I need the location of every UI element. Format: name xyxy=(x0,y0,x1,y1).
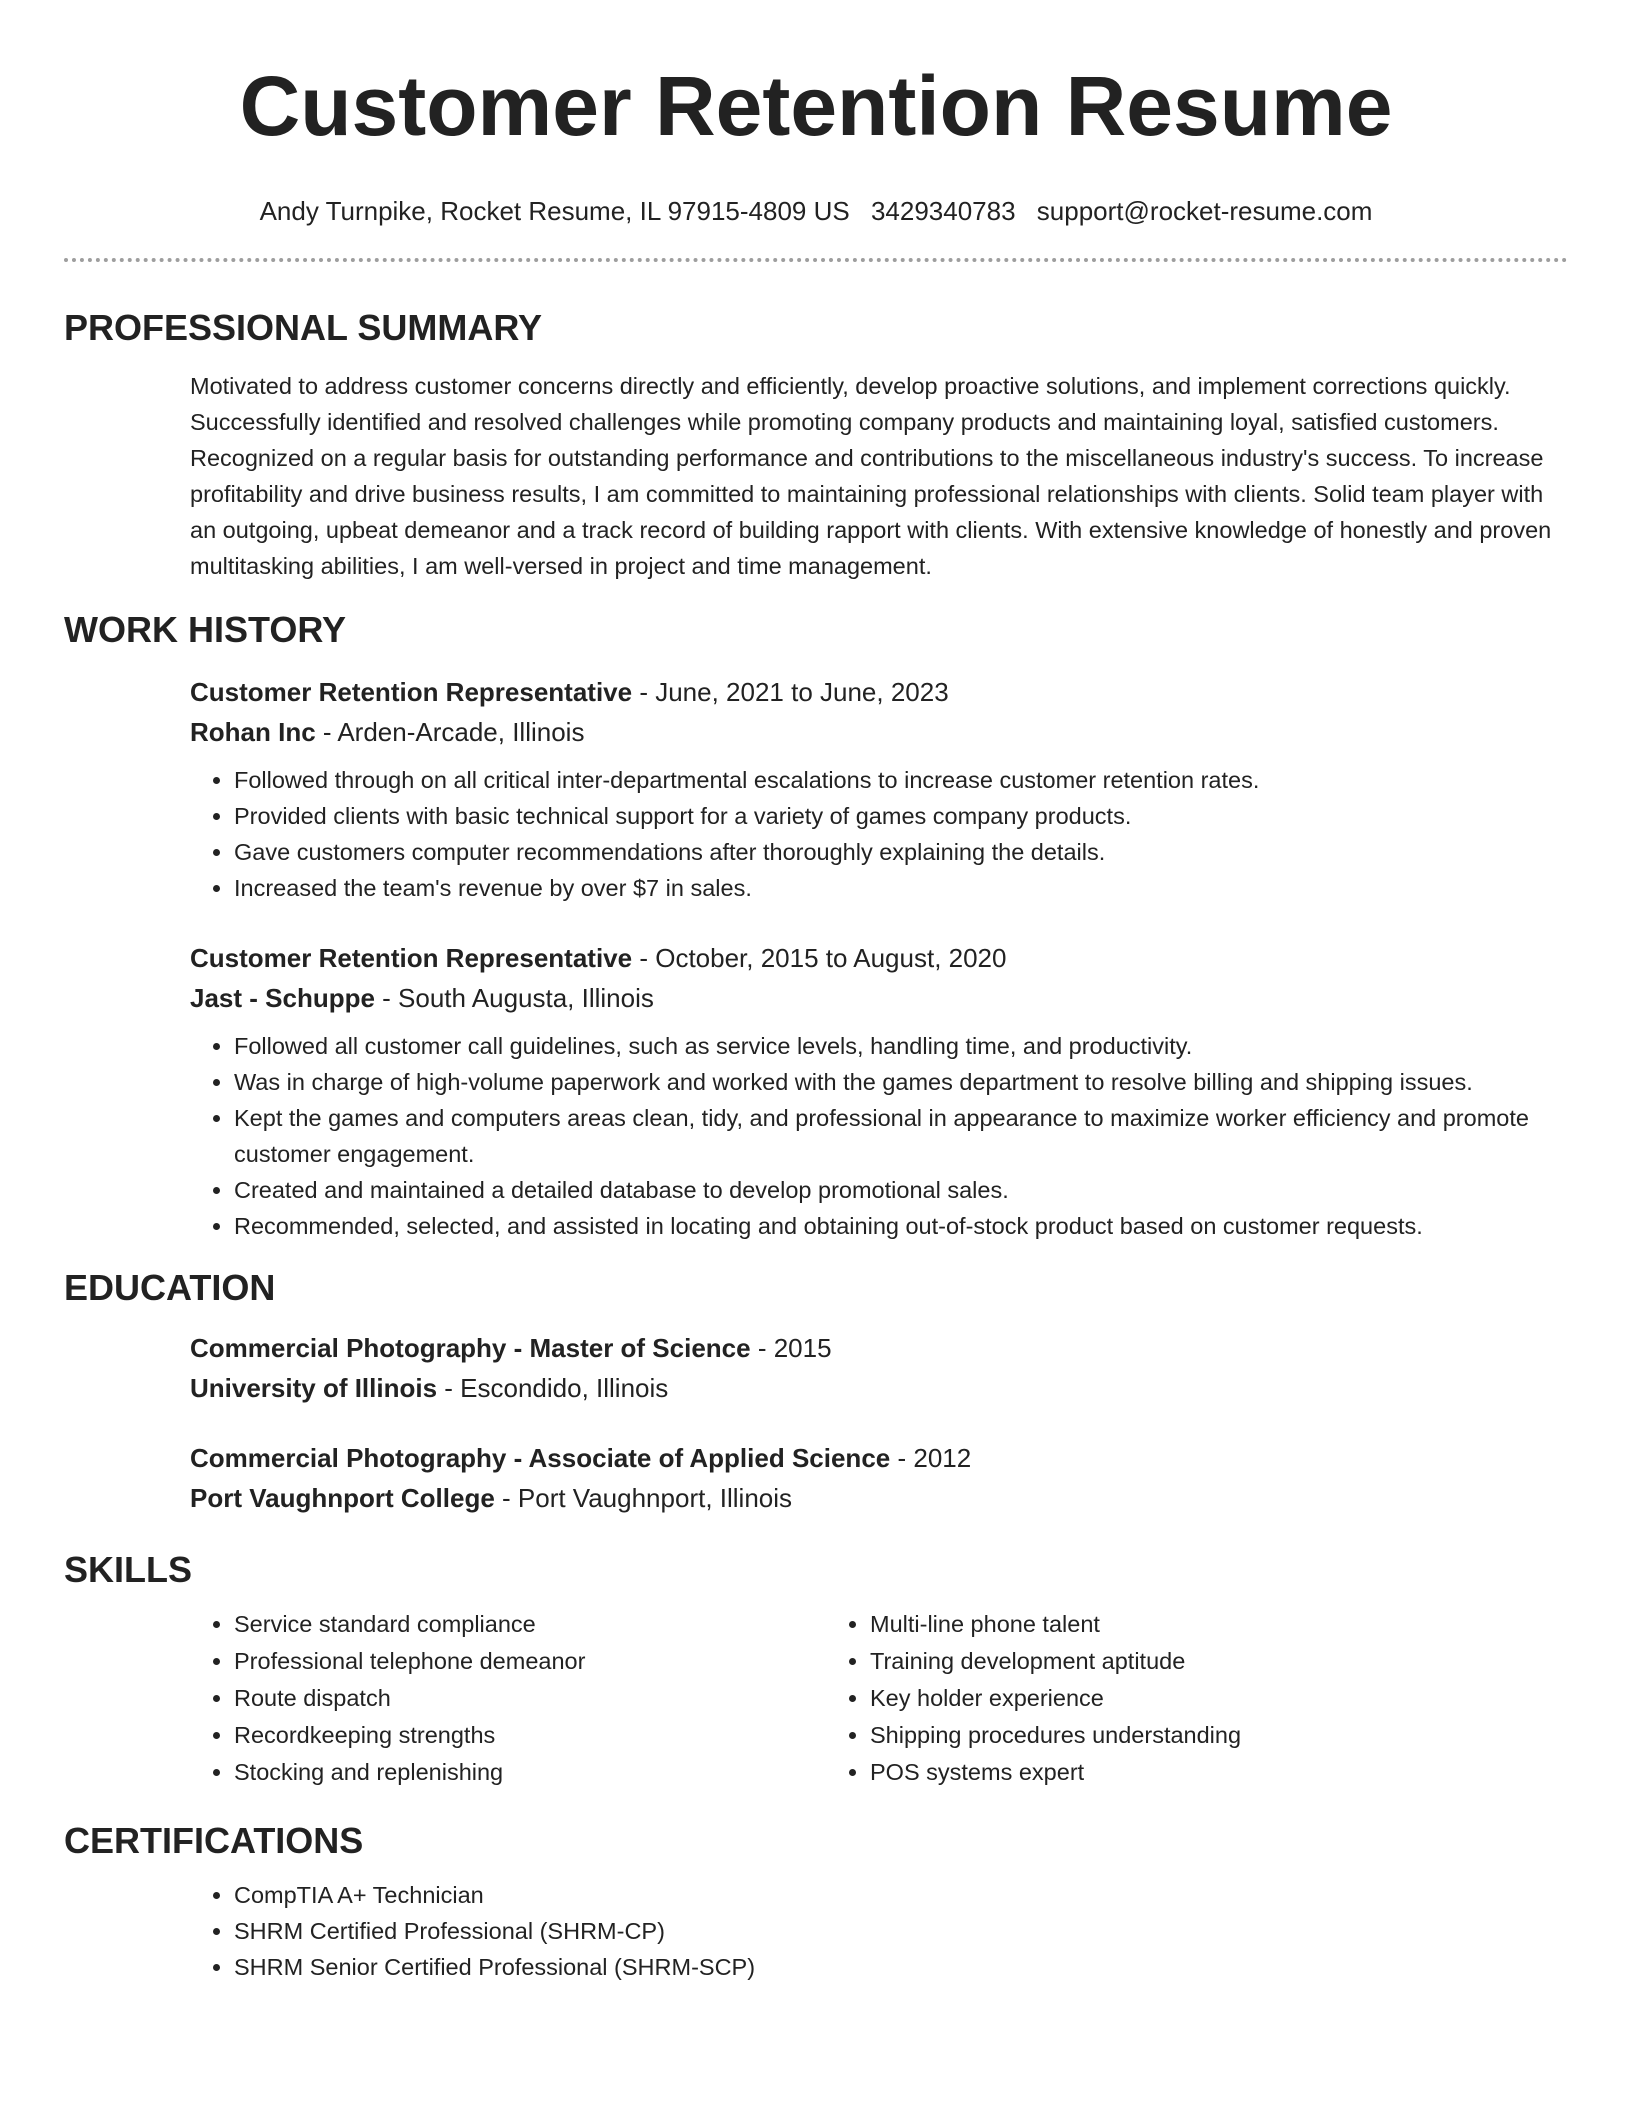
job-bullet: • Provided clients with basic technical support for a variety of games company products. xyxy=(234,798,1568,834)
contact-phone: 3429340783 xyxy=(870,196,1016,226)
job-company-line xyxy=(190,978,1568,1018)
certification-item: • SHRM Senior Certified Professional (SHRM-SCP) xyxy=(234,1949,1568,1985)
degree: Commercial Photography - Master of Science xyxy=(190,1333,751,1363)
school: Port Vaughnport College xyxy=(190,1483,495,1513)
certification-item: • SHRM Certified Professional (SHRM-CP) xyxy=(234,1913,1568,1949)
school-line xyxy=(190,1478,1568,1518)
job-dates: - June, 2021 to June, 2023 xyxy=(632,677,949,707)
education-heading: EDUCATION xyxy=(64,1267,276,1308)
job-entry xyxy=(190,672,1568,752)
school: University of Illinois xyxy=(190,1373,438,1403)
summary-text: Motivated to address customer concerns directly and efficiently, develop proactive solutions, and implement corrections quickly. Successfully identified and resolved challenges while promoting company products and maintaining loyal, satisfied customers. Recognized on a regular basis for outstanding performance and contributions to the miscellaneous industry's success. To increase profitability and drive business results, I am committed to maintaining professional relationships with clients. Solid team player with an outgoing, upbeat demeanor and a track record of building rapport with clients. With extensive knowledge of honestly and proven multitasking abilities, I am well-versed in project and time management. xyxy=(190,373,1552,579)
degree-line xyxy=(190,1438,1568,1478)
certifications-list xyxy=(190,1877,1568,1985)
skill-item: • Professional telephone demeanor xyxy=(234,1643,826,1680)
job-bullet: • Kept the games and computers areas clean, tidy, and professional in appearance to maximize worker efficiency and promote customer engagement. xyxy=(234,1100,1568,1172)
degree-line xyxy=(190,1328,1568,1368)
resume-title: Customer Retention Resume xyxy=(239,59,1393,153)
contact-email: support@rocket-resume.com xyxy=(1036,196,1373,226)
summary-heading: PROFESSIONAL SUMMARY xyxy=(64,307,543,348)
skill-item: • Service standard compliance xyxy=(234,1606,826,1643)
skill-item: • Key holder experience xyxy=(870,1680,1462,1717)
job-entry xyxy=(190,938,1568,1018)
certifications-heading: CERTIFICATIONS xyxy=(64,1820,364,1861)
job-company: Rohan Inc xyxy=(190,717,316,747)
skill-item: • Shipping procedures understanding xyxy=(870,1717,1462,1754)
job-title-line xyxy=(190,938,1568,978)
certification-item: • CompTIA A+ Technician xyxy=(234,1877,1568,1913)
skill-item: • POS systems expert xyxy=(870,1754,1462,1791)
work-history-heading: WORK HISTORY xyxy=(64,609,347,650)
job-company: Jast - Schuppe xyxy=(190,983,375,1013)
contact-line xyxy=(64,194,1568,228)
degree: Commercial Photography - Associate of Applied Science xyxy=(190,1443,891,1473)
school-location: - Escondido, Illinois xyxy=(437,1373,669,1403)
job-title: Customer Retention Representative xyxy=(190,677,633,707)
job-bullet: • Followed through on all critical inter-departmental escalations to increase customer retention rates. xyxy=(234,762,1568,798)
job-company-line xyxy=(190,712,1568,752)
degree-year: - 2015 xyxy=(750,1333,832,1363)
job-dates: - October, 2015 to August, 2020 xyxy=(632,943,1007,973)
skills-columns xyxy=(190,1606,1568,1791)
job-title-line xyxy=(190,672,1568,712)
skill-item: • Stocking and replenishing xyxy=(234,1754,826,1791)
skill-item: • Training development aptitude xyxy=(870,1643,1462,1680)
job-bullet: • Was in charge of high-volume paperwork and worked with the games department to resolve billing and shipping issues. xyxy=(234,1064,1568,1100)
job-bullets xyxy=(190,1028,1568,1244)
job-bullet: • Gave customers computer recommendations after thoroughly explaining the details. xyxy=(234,834,1568,870)
school-location: - Port Vaughnport, Illinois xyxy=(494,1483,793,1513)
skill-item: • Recordkeeping strengths xyxy=(234,1717,826,1754)
job-location: - South Augusta, Illinois xyxy=(374,983,654,1013)
skill-item: • Route dispatch xyxy=(234,1680,826,1717)
contact-address: Andy Turnpike, Rocket Resume, IL 97915-4809 US xyxy=(259,196,850,226)
skills-list-left xyxy=(190,1606,826,1791)
resume-page xyxy=(64,0,1568,1985)
school-line xyxy=(190,1368,1568,1408)
job-bullets xyxy=(190,762,1568,906)
job-title: Customer Retention Representative xyxy=(190,943,633,973)
job-bullet: • Increased the team's revenue by over $7 in sales. xyxy=(234,870,1568,906)
education-entry xyxy=(190,1328,1568,1408)
skills-list-right xyxy=(826,1606,1462,1791)
job-bullet: • Followed all customer call guidelines, such as service levels, handling time, and productivity. xyxy=(234,1028,1568,1064)
job-location: - Arden-Arcade, Illinois xyxy=(315,717,585,747)
degree-year: - 2012 xyxy=(890,1443,972,1473)
skill-item: • Multi-line phone talent xyxy=(870,1606,1462,1643)
header-divider xyxy=(64,258,1568,262)
job-bullet: • Recommended, selected, and assisted in locating and obtaining out-of-stock product based on customer requests. xyxy=(234,1208,1568,1244)
skills-heading: SKILLS xyxy=(64,1549,193,1590)
job-bullet: • Created and maintained a detailed database to develop promotional sales. xyxy=(234,1172,1568,1208)
education-entry xyxy=(190,1438,1568,1518)
